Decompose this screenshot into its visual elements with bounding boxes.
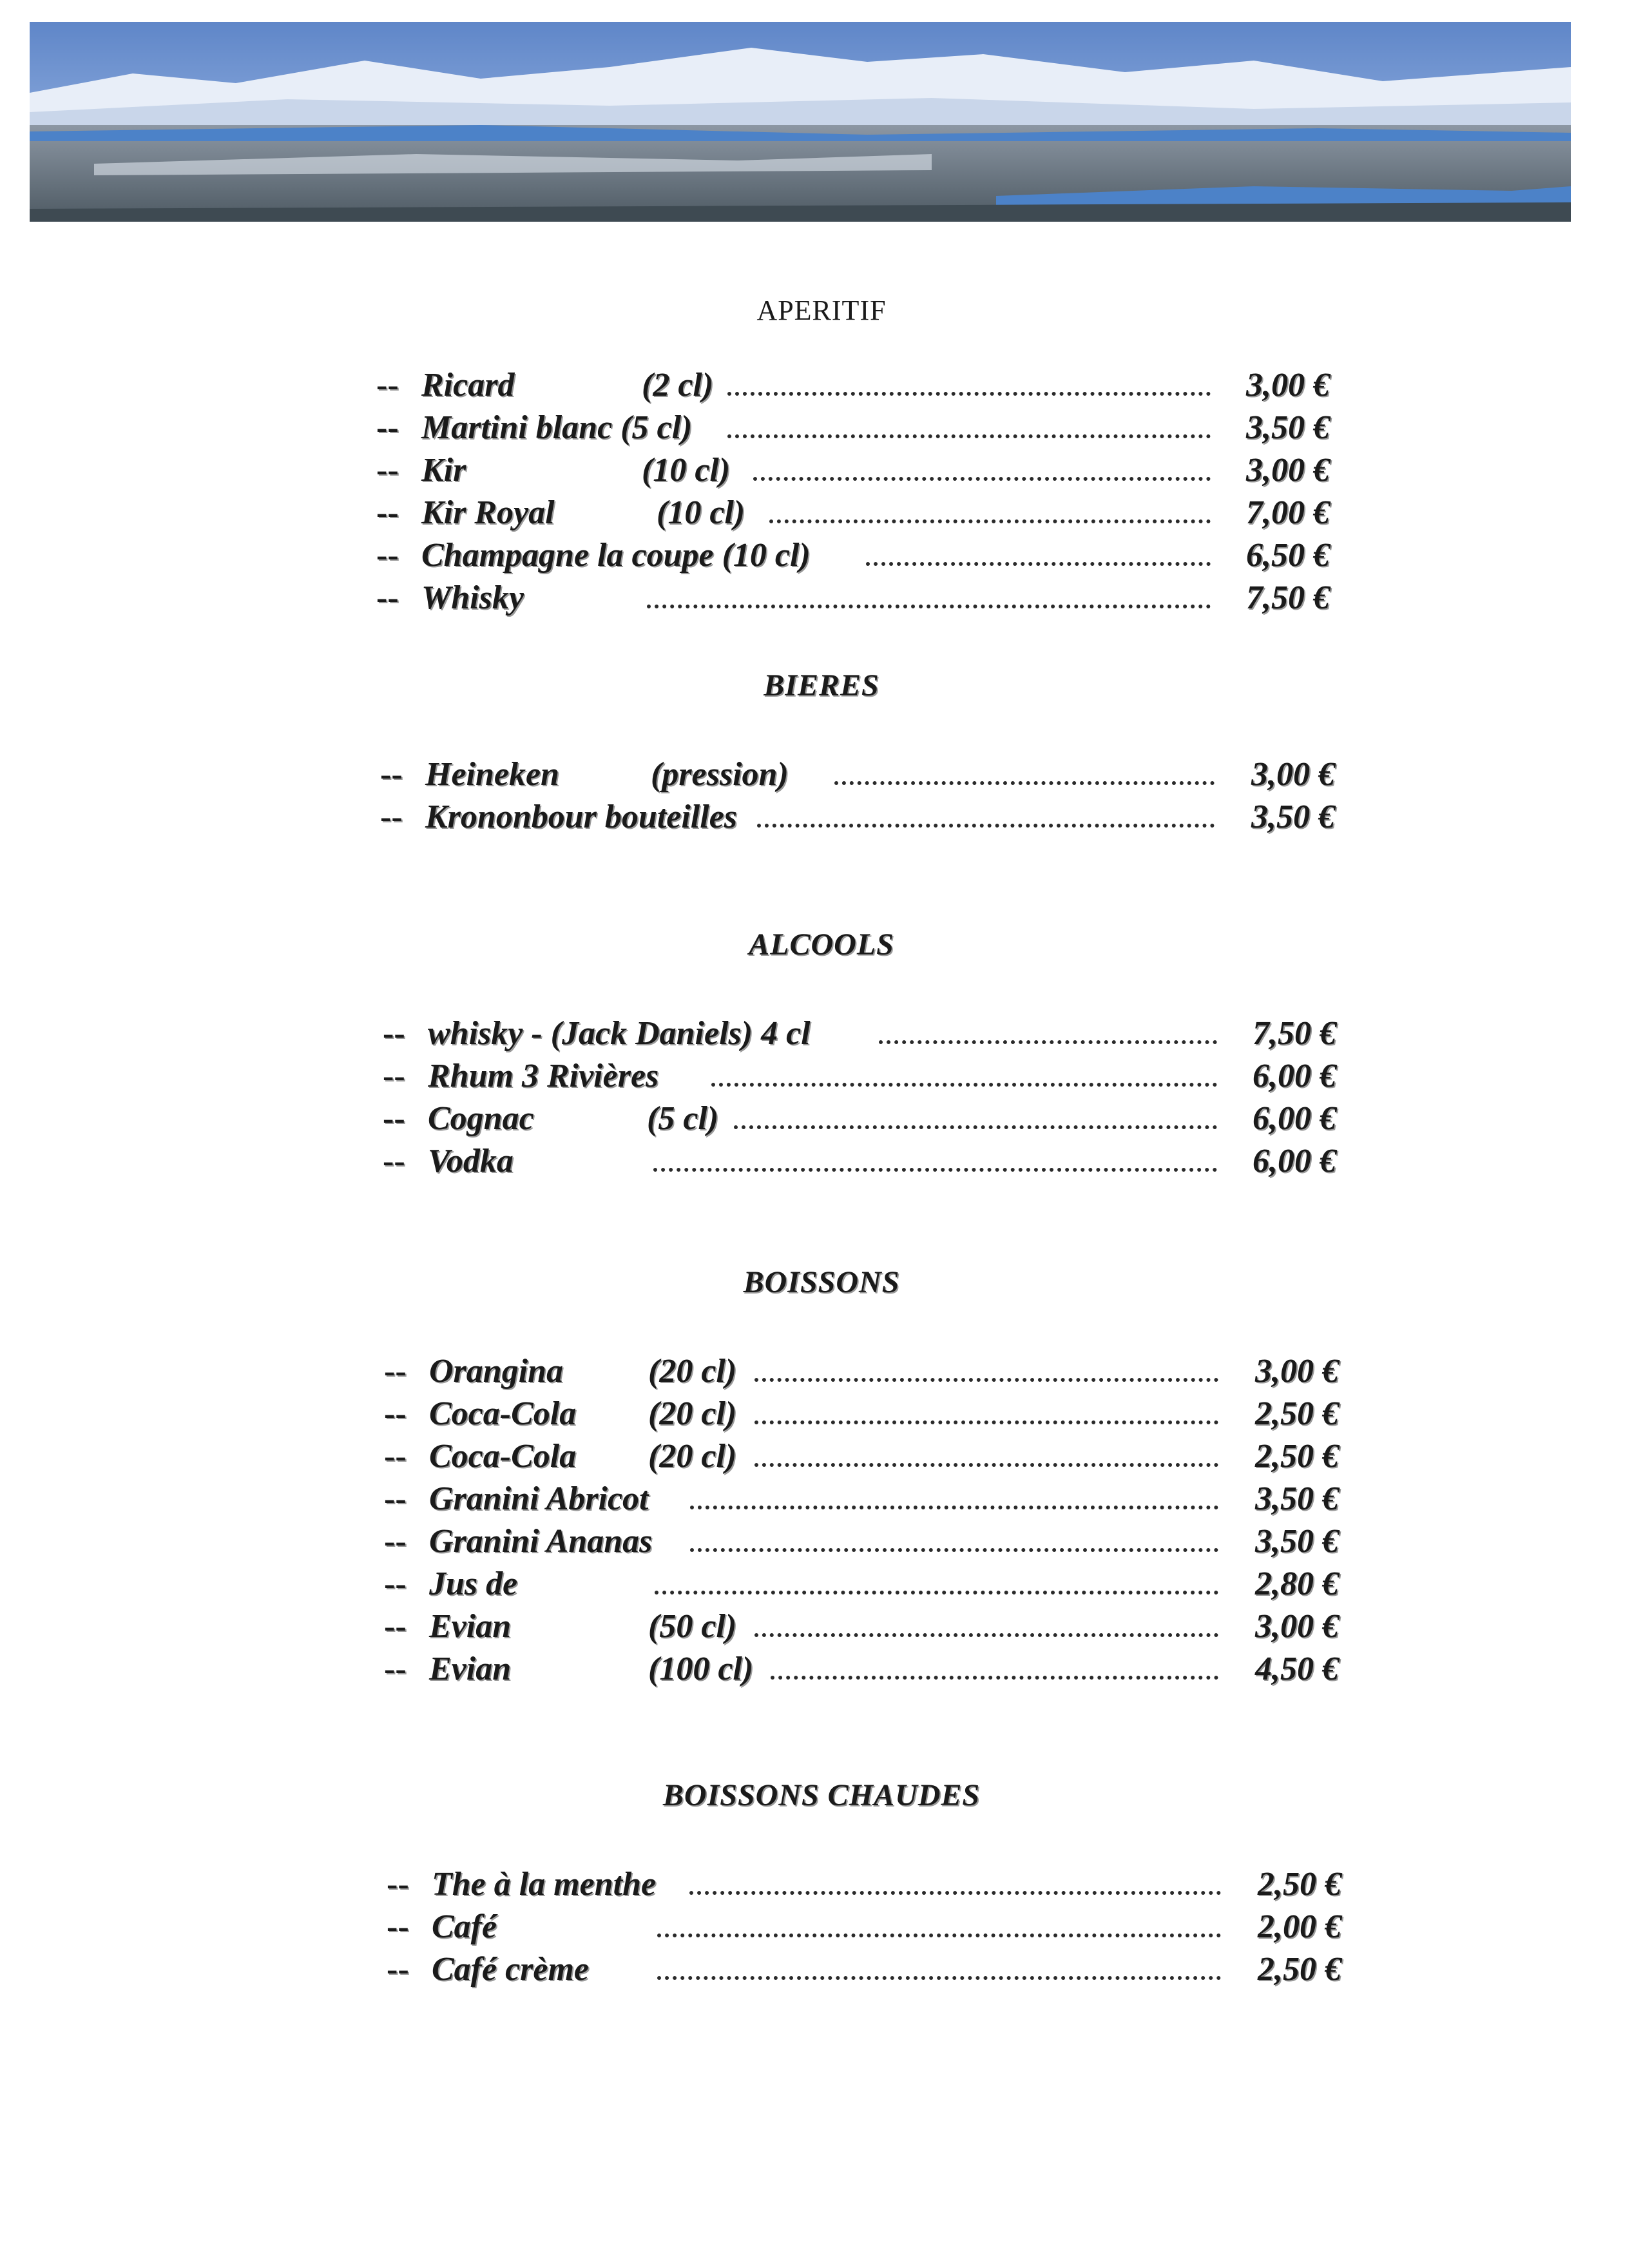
item-dash: -- [376,367,399,403]
item-price: 2,80 € [1255,1565,1339,1602]
leader-dots [754,1402,1218,1424]
menu-item [384,1521,1339,1562]
menu-item [384,1606,1339,1647]
item-dash: -- [384,1608,407,1645]
item-name: Cognac [428,1100,534,1137]
item-size: (pression) [651,756,789,793]
item-name: Evian [429,1651,512,1687]
item-dash: -- [384,1523,407,1560]
item-size: (20 cl) [648,1353,737,1390]
item-price: 3,00 € [1251,756,1335,793]
leader-dots [711,1065,1217,1087]
item-name: Ricard [421,367,515,403]
menu-item [384,1393,1339,1435]
leader-dots [757,806,1215,828]
item-name: Rhum 3 Rivières [428,1058,659,1094]
item-dash: -- [376,579,399,616]
item-size: (5 cl) [647,1100,719,1137]
leader-dots [657,1915,1221,1937]
menu-item [383,1098,1336,1139]
leader-dots [754,1360,1218,1382]
item-name: Orangina [429,1353,564,1390]
item-size: (20 cl) [648,1438,737,1475]
item-name: Coca-Cola [429,1395,577,1432]
item-name: Heineken [425,756,559,793]
item-price: 2,50 € [1258,1866,1341,1903]
item-price: 6,00 € [1253,1058,1336,1094]
section-boissons-chaudes-title: BOISSONS CHAUDES [662,1778,981,1812]
item-dash: -- [384,1480,407,1517]
item-price: 4,50 € [1255,1651,1339,1687]
item-dash: -- [383,1143,405,1179]
item-price: 6,50 € [1246,537,1330,574]
item-price: 2,50 € [1258,1951,1341,1988]
menu-item [384,1564,1339,1605]
item-name: Jus de [429,1565,518,1602]
menu-item [380,754,1335,795]
menu-item [384,1649,1339,1690]
menu-item [376,450,1330,491]
item-size: (20 cl) [648,1395,737,1432]
menu-item [383,1056,1336,1097]
item-price: 7,50 € [1246,579,1330,616]
item-name: Krononbour bouteilles [425,799,738,835]
item-size: (50 cl) [648,1608,737,1645]
header-landscape-banner [30,22,1571,222]
leader-dots [690,1530,1218,1552]
section-bieres-title: BIERES [764,668,879,703]
leader-dots [753,459,1211,481]
item-name: Granini Ananas [429,1523,653,1560]
item-price: 6,00 € [1253,1143,1336,1179]
item-dash: -- [376,409,399,446]
menu-item [376,492,1330,534]
item-name: Café [432,1908,497,1945]
item-dash: -- [380,756,403,793]
leader-dots [879,1022,1217,1044]
menu-item [387,1949,1341,1990]
item-name: Café crème [432,1951,590,1988]
leader-dots [734,1107,1217,1129]
section-alcools-title: ALCOOLS [749,927,894,962]
menu-item [376,407,1330,449]
item-price: 2,50 € [1255,1395,1339,1432]
section-boissons-title: BOISSONS [743,1265,900,1299]
leader-dots [689,1873,1221,1895]
menu-item [384,1478,1339,1520]
item-dash: -- [376,537,399,574]
item-dash: -- [384,1651,407,1687]
leader-dots [754,1445,1218,1467]
item-name: Whisky [421,579,524,616]
item-dash: -- [384,1395,407,1432]
item-price: 3,50 € [1255,1523,1339,1560]
item-dash: -- [384,1565,407,1602]
item-name: whisky - (Jack Daniels) 4 cl [428,1015,811,1052]
item-name: Kir [421,452,466,489]
menu-item [384,1436,1339,1477]
item-price: 3,50 € [1251,799,1335,835]
item-price: 7,50 € [1253,1015,1336,1052]
item-dash: -- [376,452,399,489]
item-dash: -- [376,494,399,531]
leader-dots [771,1658,1218,1680]
item-name: Champagne la coupe (10 cl) [421,537,811,574]
leader-dots [727,416,1211,438]
item-size: (10 cl) [642,452,731,489]
item-dash: -- [383,1058,405,1094]
menu-item [387,1864,1341,1905]
item-dash: -- [380,799,403,835]
item-price: 2,50 € [1255,1438,1339,1475]
item-name: Coca-Cola [429,1438,577,1475]
menu-item [387,1906,1341,1948]
item-dash: -- [384,1438,407,1475]
leader-dots [657,1958,1221,1980]
item-name: Kir Royal [421,494,555,531]
menu-item [376,535,1330,576]
item-dash: -- [387,1951,409,1988]
leader-dots [754,1615,1218,1637]
item-price: 6,00 € [1253,1100,1336,1137]
menu-item [384,1351,1339,1392]
item-size: (2 cl) [642,367,714,403]
item-name: Evian [429,1608,512,1645]
item-size: (100 cl) [648,1651,754,1687]
menu-item [376,365,1330,406]
item-dash: -- [383,1015,405,1052]
item-name: Vodka [428,1143,514,1179]
item-price: 3,00 € [1246,367,1330,403]
leader-dots [834,763,1215,785]
item-price: 3,00 € [1255,1353,1339,1390]
item-size: (10 cl) [657,494,745,531]
item-name: Granini Abricot [429,1480,649,1517]
section-aperitif-title: APERITIF [756,295,887,326]
item-name: Martini blanc (5 cl) [421,409,693,446]
menu-item [380,797,1335,838]
item-price: 7,00 € [1246,494,1330,531]
item-dash: -- [387,1866,409,1903]
leader-dots [769,501,1211,523]
menu-item [383,1013,1336,1054]
leader-dots [655,1573,1218,1594]
item-dash: -- [384,1353,407,1390]
item-price: 3,00 € [1246,452,1330,489]
leader-dots [653,1150,1217,1172]
leader-dots [866,544,1211,566]
menu-item [376,577,1330,619]
item-price: 3,50 € [1255,1480,1339,1517]
leader-dots [727,374,1211,396]
item-dash: -- [387,1908,409,1945]
item-price: 2,00 € [1258,1908,1341,1945]
leader-dots [690,1488,1218,1509]
item-price: 3,50 € [1246,409,1330,446]
item-dash: -- [383,1100,405,1137]
winter-landscape-image [30,22,1571,222]
item-name: The à la menthe [432,1866,657,1903]
leader-dots [647,586,1211,608]
menu-item [383,1141,1336,1182]
item-price: 3,00 € [1255,1608,1339,1645]
